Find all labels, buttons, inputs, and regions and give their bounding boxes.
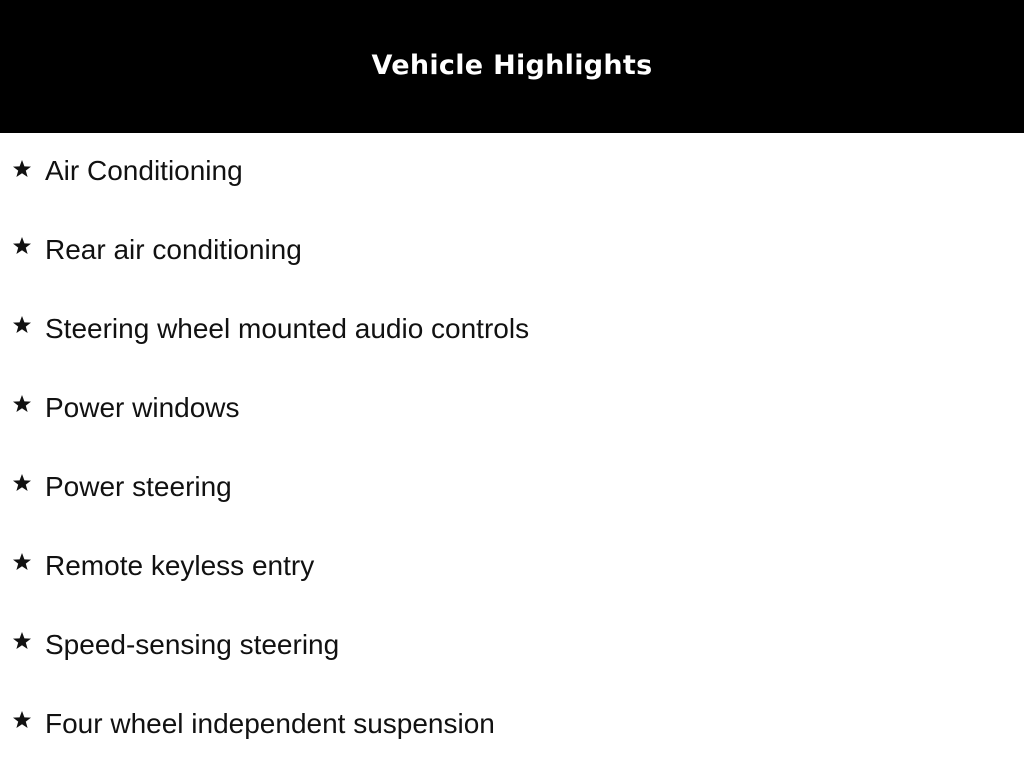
list-item — [0, 133, 1024, 212]
list-item — [0, 528, 1024, 607]
list-item-label: Speed-sensing steering — [45, 629, 340, 660]
star-icon — [12, 236, 32, 256]
star-icon — [12, 710, 32, 730]
list-item-label: Remote keyless entry — [45, 550, 315, 581]
star-icon — [12, 315, 32, 335]
star-icon — [12, 394, 32, 414]
list-item-label: Power steering — [45, 471, 232, 502]
list-item-label: Air Conditioning — [45, 155, 243, 186]
list-item — [0, 449, 1024, 528]
list-item-label: Four wheel independent suspension — [45, 708, 495, 739]
star-icon — [12, 631, 32, 651]
list-item-label: Power windows — [45, 392, 240, 423]
star-icon — [12, 552, 32, 572]
highlights-list — [0, 133, 1024, 765]
list-item — [0, 607, 1024, 686]
list-item — [0, 370, 1024, 449]
list-item — [0, 212, 1024, 291]
list-item-label: Rear air conditioning — [45, 234, 302, 265]
page-title: Vehicle Highlights — [371, 50, 653, 81]
star-icon — [12, 473, 32, 493]
header-banner — [0, 0, 1024, 133]
list-item — [0, 291, 1024, 370]
star-icon — [12, 159, 32, 179]
list-item-label: Steering wheel mounted audio controls — [45, 313, 530, 344]
list-item — [0, 686, 1024, 765]
